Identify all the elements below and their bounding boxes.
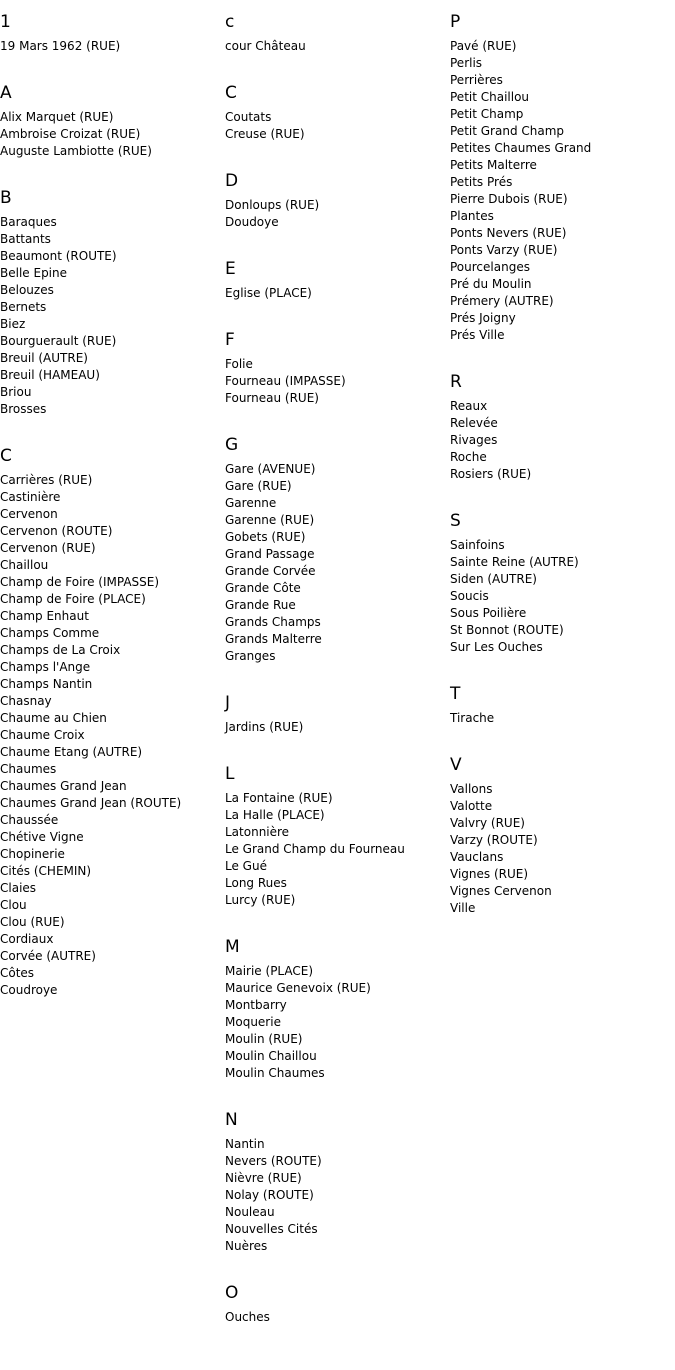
section-letter-heading: F <box>225 330 235 350</box>
section-letter-heading: 1 <box>0 12 11 32</box>
street-name-item: Cervenon <box>0 507 58 521</box>
street-name-item: Champs Nantin <box>0 677 93 691</box>
street-name-item: Briou <box>0 385 32 399</box>
street-name-item: Auguste Lambiotte (RUE) <box>0 144 152 158</box>
street-name-item: Ouches <box>225 1310 270 1324</box>
street-name-item: Chaillou <box>0 558 49 572</box>
letter-group <box>450 511 675 672</box>
street-name-item: Bernets <box>0 300 47 314</box>
street-name-item: Vignes (RUE) <box>450 867 529 881</box>
street-name-item: Ponts Varzy (RUE) <box>450 243 558 257</box>
letter-group <box>225 937 450 1098</box>
street-name-item: Baraques <box>0 215 57 229</box>
street-name-item: Petits Malterre <box>450 158 537 172</box>
street-name-item: Chaumes <box>0 762 57 776</box>
street-name-item: Doudoye <box>225 215 279 229</box>
letter-group <box>225 171 450 247</box>
section-letter-heading: R <box>450 372 462 392</box>
letter-group <box>225 259 450 318</box>
street-name-item: Ville <box>450 901 476 915</box>
letter-group <box>450 372 675 499</box>
street-name-item: Tirache <box>450 711 495 725</box>
street-name-item: Champ de Foire (PLACE) <box>0 592 146 606</box>
letter-group <box>225 330 450 423</box>
street-name-item: Moulin (RUE) <box>225 1032 303 1046</box>
street-name-item: Vignes Cervenon <box>450 884 552 898</box>
section-letter-heading: J <box>225 693 231 713</box>
street-index-column-1 <box>0 0 225 1015</box>
street-name-item: Donloups (RUE) <box>225 198 320 212</box>
street-name-item: Champs l'Ange <box>0 660 91 674</box>
street-name-item: Nuères <box>225 1239 268 1253</box>
letter-group <box>450 755 675 933</box>
section-letter-heading: D <box>225 171 239 191</box>
street-name-item: Siden (AUTRE) <box>450 572 537 586</box>
street-name-item: Vauclans <box>450 850 504 864</box>
letter-group <box>225 693 450 752</box>
street-name-item: Moulin Chaumes <box>225 1066 325 1080</box>
letter-group <box>225 764 450 925</box>
street-name-item: Le Gué <box>225 859 267 873</box>
street-name-item: Prés Joigny <box>450 311 516 325</box>
street-name-item: Clou (RUE) <box>0 915 65 929</box>
street-name-item: La Halle (PLACE) <box>225 808 325 822</box>
street-name-item: Nouleau <box>225 1205 275 1219</box>
section-letter-heading: T <box>450 684 461 704</box>
letter-group <box>225 12 450 71</box>
letter-group <box>0 188 225 434</box>
street-index-column-2 <box>225 0 450 1342</box>
street-name-item: Grands Champs <box>225 615 321 629</box>
street-name-item: St Bonnot (ROUTE) <box>450 623 564 637</box>
section-letter-heading: V <box>450 755 462 775</box>
street-name-item: Grande Rue <box>225 598 296 612</box>
street-name-item: Grand Passage <box>225 547 315 561</box>
street-name-item: Petits Prés <box>450 175 513 189</box>
section-letter-heading: S <box>450 511 461 531</box>
street-name-item: Breuil (HAMEAU) <box>0 368 100 382</box>
street-name-item: Perrières <box>450 73 503 87</box>
street-name-item: Creuse (RUE) <box>225 127 305 141</box>
street-name-item: Rivages <box>450 433 498 447</box>
street-name-item: Petit Champ <box>450 107 524 121</box>
street-name-item: Gobets (RUE) <box>225 530 306 544</box>
section-letter-heading: P <box>450 12 461 32</box>
street-name-item: Sur Les Ouches <box>450 640 543 654</box>
street-name-item: Cervenon (ROUTE) <box>0 524 113 538</box>
street-name-item: Chaumes Grand Jean <box>0 779 127 793</box>
street-name-item: Relevée <box>450 416 498 430</box>
street-name-item: Chopinerie <box>0 847 65 861</box>
street-name-item: Brosses <box>0 402 47 416</box>
street-name-item: Fourneau (IMPASSE) <box>225 374 346 388</box>
street-name-item: Carrières (RUE) <box>0 473 93 487</box>
street-name-item: Perlis <box>450 56 483 70</box>
letter-group <box>225 83 450 159</box>
letter-group <box>450 684 675 743</box>
letter-group <box>450 12 675 360</box>
street-name-item: Cités (CHEMIN) <box>0 864 92 878</box>
street-name-item: Granges <box>225 649 276 663</box>
street-name-item: Valotte <box>450 799 493 813</box>
street-name-item: Belle Epine <box>0 266 68 280</box>
letter-group <box>225 1110 450 1271</box>
street-name-item: Ponts Nevers (RUE) <box>450 226 567 240</box>
street-name-item: Garenne <box>225 496 277 510</box>
street-name-item: Latonnière <box>225 825 290 839</box>
street-name-item: Gare (AVENUE) <box>225 462 316 476</box>
street-name-item: Castinière <box>0 490 61 504</box>
street-name-item: Rosiers (RUE) <box>450 467 532 481</box>
street-name-item: Belouzes <box>0 283 54 297</box>
street-name-item: Moulin Chaillou <box>225 1049 317 1063</box>
street-name-item: Eglise (PLACE) <box>225 286 312 300</box>
street-name-item: Folie <box>225 357 253 371</box>
letter-group <box>0 446 225 1015</box>
street-name-item: Côtes <box>0 966 35 980</box>
street-name-item: Chaume au Chien <box>0 711 107 725</box>
street-name-item: Cervenon (RUE) <box>0 541 96 555</box>
street-name-item: Nolay (ROUTE) <box>225 1188 314 1202</box>
street-name-item: Chaume Etang (AUTRE) <box>0 745 143 759</box>
street-name-item: Chaussée <box>0 813 59 827</box>
section-letter-heading: G <box>225 435 239 455</box>
street-name-item: Reaux <box>450 399 488 413</box>
street-name-item: Pré du Moulin <box>450 277 532 291</box>
street-name-item: Nevers (ROUTE) <box>225 1154 322 1168</box>
street-name-item: Varzy (ROUTE) <box>450 833 538 847</box>
street-name-item: Bourguerault (RUE) <box>0 334 117 348</box>
street-name-item: Grands Malterre <box>225 632 322 646</box>
letter-group <box>225 1283 450 1342</box>
street-name-item: Nièvre (RUE) <box>225 1171 302 1185</box>
street-name-item: Petites Chaumes Grand <box>450 141 592 155</box>
street-name-item: Vallons <box>450 782 493 796</box>
street-name-item: Garenne (RUE) <box>225 513 315 527</box>
street-name-item: Nantin <box>225 1137 265 1151</box>
street-name-item: Claies <box>0 881 37 895</box>
street-name-item: Le Grand Champ du Fourneau <box>225 842 405 856</box>
section-letter-heading: E <box>225 259 236 279</box>
street-name-item: Moquerie <box>225 1015 281 1029</box>
street-name-item: Plantes <box>450 209 494 223</box>
letter-group <box>0 12 225 71</box>
street-name-item: Petit Chaillou <box>450 90 530 104</box>
street-name-item: Pierre Dubois (RUE) <box>450 192 568 206</box>
section-letter-heading: M <box>225 937 240 957</box>
letter-group <box>225 435 450 681</box>
street-name-item: Prémery (AUTRE) <box>450 294 554 308</box>
section-letter-heading: A <box>0 83 12 103</box>
street-name-item: Clou <box>0 898 27 912</box>
street-name-item: Champ de Foire (IMPASSE) <box>0 575 160 589</box>
street-name-item: Corvée (AUTRE) <box>0 949 96 963</box>
street-name-item: Soucis <box>450 589 489 603</box>
street-name-item: Champs Comme <box>0 626 100 640</box>
street-name-item: Battants <box>0 232 51 246</box>
street-name-item: Alix Marquet (RUE) <box>0 110 114 124</box>
street-name-item: Breuil (AUTRE) <box>0 351 88 365</box>
street-name-item: Maurice Genevoix (RUE) <box>225 981 371 995</box>
street-name-item: Jardins (RUE) <box>225 720 304 734</box>
street-index-column-3 <box>450 0 675 933</box>
street-name-item: Pavé (RUE) <box>450 39 517 53</box>
section-letter-heading: N <box>225 1110 238 1130</box>
street-name-item: Fourneau (RUE) <box>225 391 319 405</box>
street-name-item: Valvry (RUE) <box>450 816 525 830</box>
section-letter-heading: c <box>225 12 235 32</box>
street-name-item: Champs de La Croix <box>0 643 121 657</box>
street-name-item: Sainte Reine (AUTRE) <box>450 555 579 569</box>
street-name-item: Grande Corvée <box>225 564 316 578</box>
street-name-item: Prés Ville <box>450 328 505 342</box>
section-letter-heading: O <box>225 1283 239 1303</box>
street-name-item: Roche <box>450 450 487 464</box>
street-name-item: Chaumes Grand Jean (ROUTE) <box>0 796 182 810</box>
section-letter-heading: B <box>0 188 12 208</box>
street-name-item: Nouvelles Cités <box>225 1222 318 1236</box>
street-name-item: Long Rues <box>225 876 287 890</box>
street-name-item: Pourcelanges <box>450 260 530 274</box>
street-name-item: Mairie (PLACE) <box>225 964 314 978</box>
street-name-item: Ambroise Croizat (RUE) <box>0 127 141 141</box>
section-letter-heading: C <box>0 446 12 466</box>
street-name-item: Gare (RUE) <box>225 479 292 493</box>
street-name-item: 19 Mars 1962 (RUE) <box>0 39 121 53</box>
street-name-item: Sainfoins <box>450 538 505 552</box>
street-name-item: cour Château <box>225 39 306 53</box>
street-name-item: Cordiaux <box>0 932 54 946</box>
street-name-item: Coutats <box>225 110 272 124</box>
street-name-item: La Fontaine (RUE) <box>225 791 333 805</box>
street-name-item: Biez <box>0 317 26 331</box>
street-name-item: Beaumont (ROUTE) <box>0 249 117 263</box>
street-name-item: Grande Côte <box>225 581 301 595</box>
section-letter-heading: C <box>225 83 237 103</box>
street-name-item: Champ Enhaut <box>0 609 89 623</box>
street-name-item: Petit Grand Champ <box>450 124 565 138</box>
street-name-item: Coudroye <box>0 983 58 997</box>
letter-group <box>0 83 225 176</box>
street-name-item: Chaume Croix <box>0 728 85 742</box>
street-name-item: Sous Poilière <box>450 606 527 620</box>
street-name-item: Chétive Vigne <box>0 830 84 844</box>
section-letter-heading: L <box>225 764 235 784</box>
street-name-item: Chasnay <box>0 694 52 708</box>
street-name-item: Lurcy (RUE) <box>225 893 296 907</box>
street-name-item: Montbarry <box>225 998 287 1012</box>
